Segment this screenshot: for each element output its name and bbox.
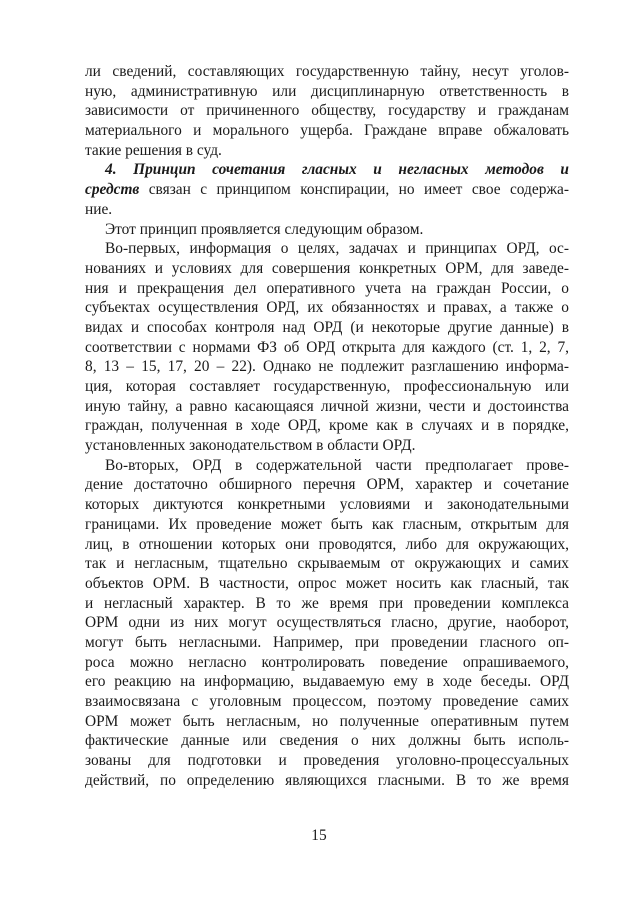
page-body: [85, 62, 569, 790]
text-line: нованиях и условиях для совершения конкретных ОРМ, для заведе-: [85, 259, 569, 277]
text-line: материального и морального ущерба. Граждане вправе обжаловать: [85, 122, 569, 140]
text-line: соответствии с нормами ФЗ об ОРД открыта для каждого (ст. 1, 2, 7,: [85, 338, 569, 356]
text-line: ние.: [85, 200, 113, 218]
text-line: граждан, полученная в ходе ОРД, кроме как в случаях и в порядке,: [85, 417, 569, 435]
text-line: ли сведений, составляющих государственную тайну, несут уголов-: [85, 63, 569, 80]
emphasized-text: средств: [85, 181, 140, 199]
text-line: Этот принцип проявляется следующим образом.: [105, 220, 424, 238]
text-line: действий, по определению являющихся гласными. В то же время: [85, 771, 569, 789]
text-line: ОРМ одни из них могут осуществляться гласно, другие, наоборот,: [85, 614, 569, 632]
text-line: иную тайну, а равно касающаяся личной жизни, чести и достоинства: [85, 397, 569, 415]
text-line: фактические данные или сведения о них должны быть исполь-: [85, 732, 569, 750]
text-line: установленных законодательством в области ОРД.: [85, 437, 416, 455]
text-line: взаимосвязана с уголовным процессом, поэтому проведение самих: [85, 693, 569, 710]
page-number: 15: [311, 827, 327, 844]
text-line: так и негласным, тщательно скрываемым от окружающих и самих: [85, 555, 569, 573]
text-line: такие решения в суд.: [85, 141, 222, 159]
text-line: дение достаточно обширного перечня ОРМ, характер и сочетание: [85, 476, 569, 494]
text-line: [85, 180, 569, 200]
text-line: ция, которая составляет государственную, профессиональную или: [85, 378, 569, 395]
text-line: ОРМ может быть негласным, но полученные оперативным путем: [85, 712, 569, 730]
text-line: объектов ОРМ. В частности, опрос может носить как гласный, так: [85, 574, 569, 592]
text-line: границами. Их проведение может быть как гласным, открытым для: [85, 515, 569, 533]
text-line: ную, административную или дисциплинарную ответственность в: [85, 82, 569, 100]
text-line: его реакцию на информацию, выдаваемую ему в ходе беседы. ОРД: [85, 673, 569, 691]
text-segment: связан с принципом конспирации, но имеет свое содержа-: [139, 181, 569, 199]
text-line: и негласный характер. В то же время при проведении комплекса: [85, 594, 569, 612]
text-line: Во-вторых, ОРД в содержательной части предполагает прове-: [105, 456, 569, 474]
text-line: видах и способах контроля над ОРД (и некоторые другие данные) в: [85, 318, 569, 336]
text-line: [85, 160, 569, 180]
text-line: могут быть негласными. Например, при проведении гласного оп-: [85, 633, 569, 651]
text-line: 8, 13 – 15, 17, 20 – 22). Однако не подлежит разглашению информа-: [85, 358, 569, 376]
emphasized-text: 4. Принцип сочетания гласных и негласных методов и: [105, 161, 569, 179]
text-line: которых диктуются конкретными условиями и законодательными: [85, 496, 569, 514]
text-line: роса можно негласно контролировать поведение опрашиваемого,: [85, 653, 569, 671]
text-line: зависимости от причиненного обществу, государству и гражданам: [85, 102, 569, 120]
text-line: ния и прекращения дел оперативного учета на граждан России, о: [85, 279, 569, 297]
text-line: Во-первых, информация о целях, задачах и принципах ОРД, ос-: [105, 240, 569, 258]
text-line: зованы для подготовки и проведения уголовно-процессуальных: [85, 752, 569, 770]
text-line: лиц, в отношении которых они проводятся, либо для окружающих,: [85, 535, 569, 553]
text-line: субъектах осуществления ОРД, их обязанностях и правах, а также о: [85, 299, 569, 317]
